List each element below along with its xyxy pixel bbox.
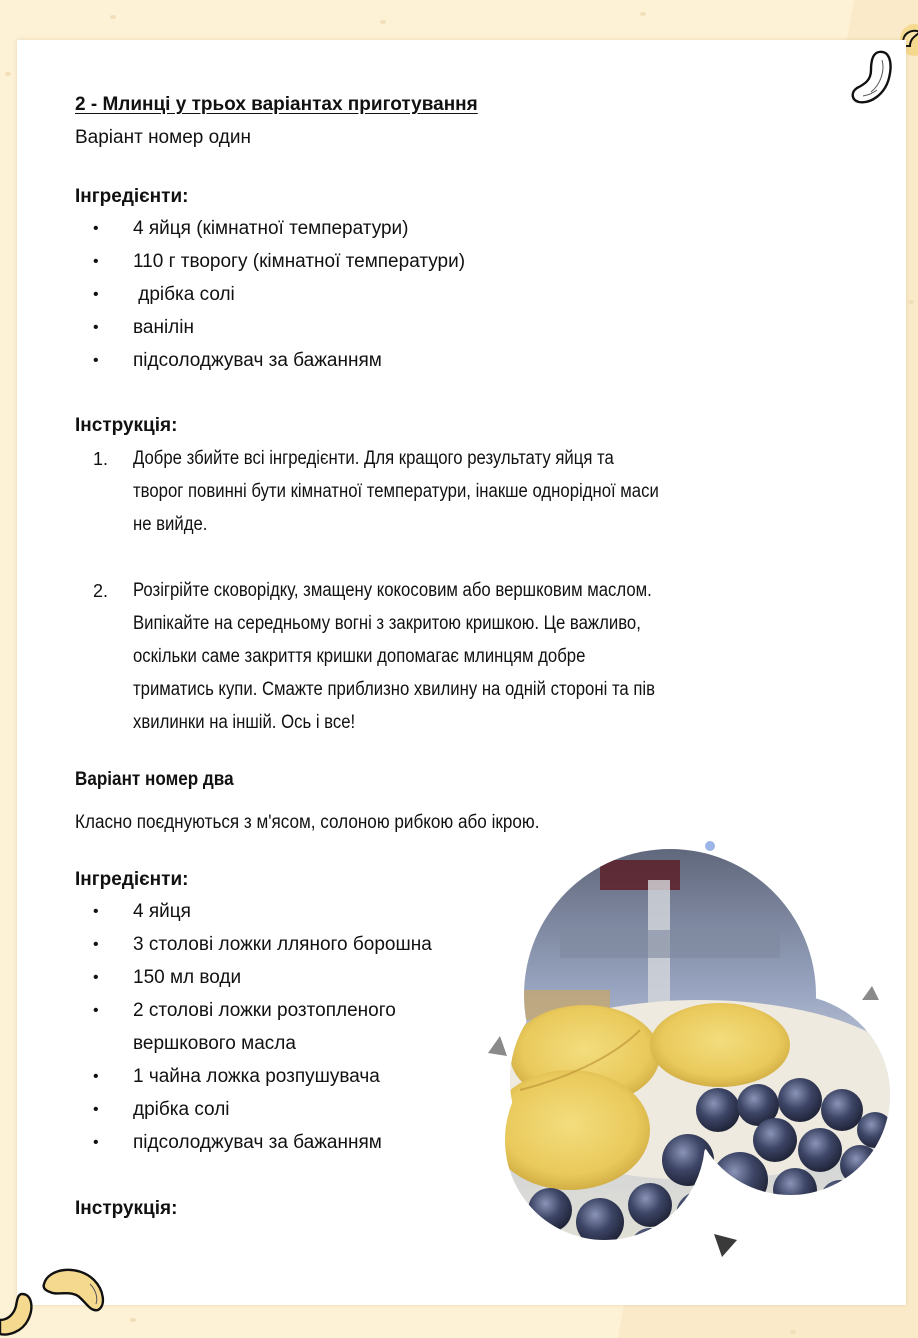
list-item: • 3 столові ложки лляного борошна [93,934,432,955]
background-speck [5,72,11,76]
cashew-icon [38,1262,108,1318]
bullet-icon: • [93,286,99,303]
list-item: • ванілін [93,317,194,338]
recipe-page [17,40,906,1305]
list-item: • 2 столові ложки розтопленого вершкового масла [93,1000,396,1054]
bullet-icon: • [93,969,99,986]
list-item: • 150 мл води [93,967,242,988]
step-number: 2. [93,581,109,601]
variant-two-heading: Варіант номер два [75,769,234,790]
list-item: • 110 г творогу (кімнатної температури) [93,251,466,272]
cashew-icon [0,1290,36,1338]
background-speck [110,15,116,19]
background-speck [380,20,386,24]
bullet-icon: • [93,1068,99,1085]
background-speck [908,300,914,304]
bullet-icon: • [93,1134,99,1151]
bullet-icon: • [93,903,99,920]
list-item: • 4 яйця [93,901,191,922]
list-item: • 4 яйця (кімнатної температури) [93,218,409,239]
list-item: • 1 чайна ложка розпушувача [93,1066,380,1087]
ingredients-heading: Інгредієнти: [75,186,189,207]
ingredients-heading-two: Інгредієнти: [75,869,189,890]
list-item: • підсолоджувач за бажанням [93,1132,382,1153]
bullet-icon: • [93,936,99,953]
bullet-icon: • [93,352,99,369]
instruction-step: 1. Добре збийте всі інгредієнти. Для кращого результату яйця та творог повинні бути кімнатної температури, інакше однорідної маси не вийде. [93,448,659,535]
step-number: 1. [93,449,109,469]
recipe-title: 2 - Млинці у трьох варіантах приготування [75,94,478,115]
variant-two-description: Класно поєднуються з м'ясом, солоною рибкою або ікрою. [75,812,540,833]
instructions-heading-two: Інструкція: [75,1198,178,1219]
bullet-icon: • [93,253,99,270]
list-item: • дрібка солі [93,284,235,305]
instructions-heading: Інструкція: [75,415,178,436]
instruction-step: 2. Розігрійте сковорідку, змащену кокосовим або вершковим маслом. Випікайте на середньому вогні з закритою кришкою. Це важливо, оскільки саме закриття кришки допомагає млинцям добре триматись купи. Смажте приблизно хвилину на одній стороні та пів хвилинки на іншій. Ось і все! [93,580,656,733]
cashew-outline-icon [849,48,895,108]
bullet-icon: • [93,1101,99,1118]
list-item: • підсолоджувач за бажанням [93,350,382,371]
background-speck [790,1330,796,1334]
bullet-icon: • [93,319,99,336]
background-speck [130,1318,136,1322]
bullet-icon: • [93,1002,99,1019]
list-item: • дрібка солі [93,1099,230,1120]
variant-one-heading: Варіант номер один [75,127,251,148]
bullet-icon: • [93,220,99,237]
background-speck [640,12,646,16]
